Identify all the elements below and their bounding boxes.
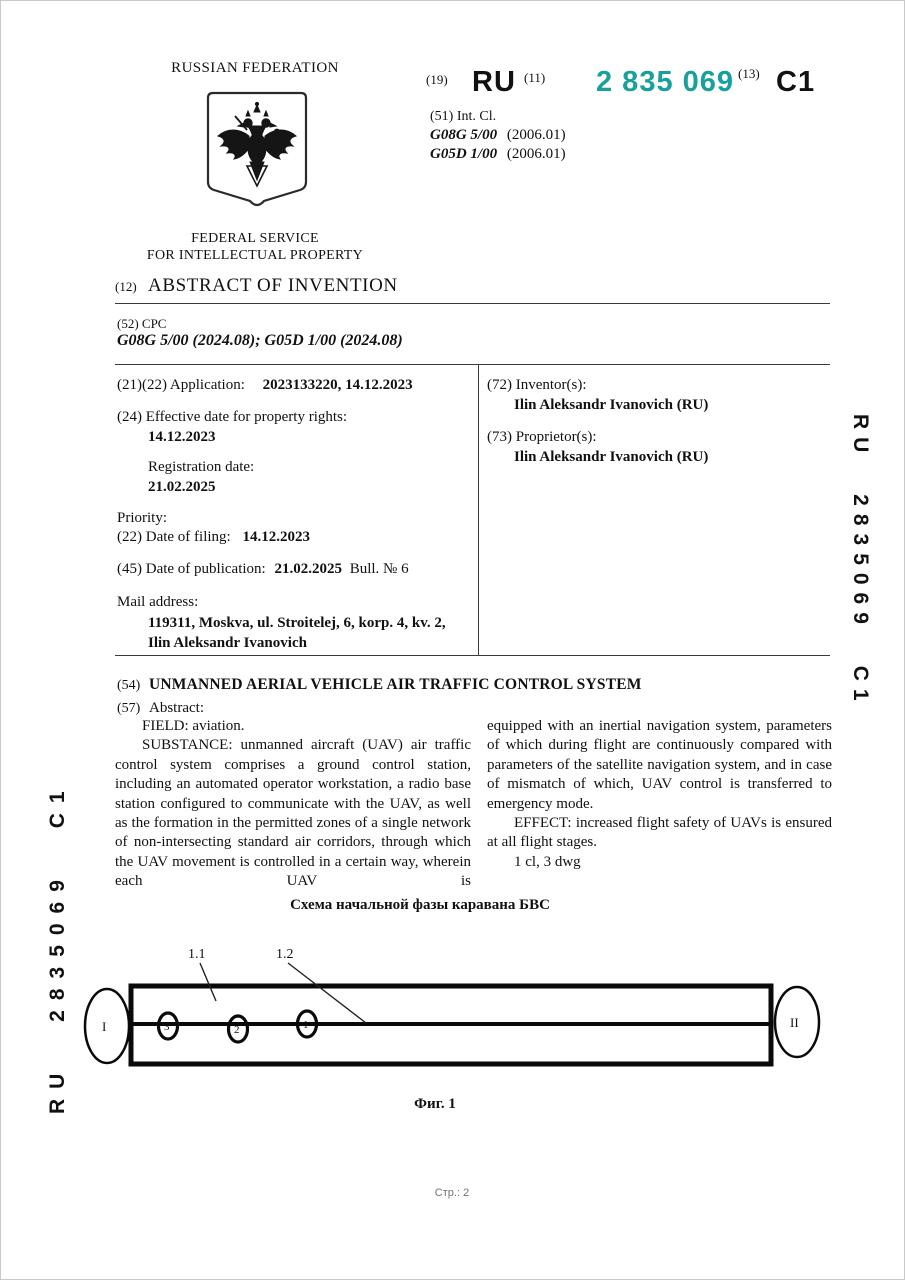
application-row (117, 377, 413, 394)
callout-1-1-label: 1.1 (188, 947, 206, 962)
filing-row (117, 529, 310, 546)
figure-number: Фиг. 1 (414, 1096, 456, 1112)
coat-of-arms-emblem (203, 90, 311, 216)
page-number: Стр.: 2 (434, 1187, 470, 1199)
application-label: (21)(22) Application: (117, 377, 245, 393)
abstract-effect-paragraph: EFFECT: increased flight safety of UAVs is ensured at all flight stages. (487, 815, 832, 851)
country-name: RUSSIAN FEDERATION (171, 60, 339, 76)
publication-label: (45) Date of publication: (117, 561, 266, 577)
node-II-label: II (790, 1015, 799, 1030)
abstract-continuation-paragraph: equipped with an inertial navigation system, parameters of which during flight are continuously compared with parameters of the satellite navigation system, and in case of mismatch of which, UAV control is transferred to emergency mode. (487, 718, 832, 812)
int-cl-label: (51) Int. Cl. (430, 109, 497, 124)
ipc-date: (2006.01) (506, 146, 566, 162)
publication-value: 21.02.2025 (274, 561, 342, 577)
figure-caption: Схема начальной фазы каравана БВС (290, 897, 550, 913)
kind-code: C1 (776, 66, 816, 98)
office-name-line2: FOR INTELLECTUAL PROPERTY (146, 248, 364, 263)
registration-date-label: Registration date: (148, 459, 255, 475)
int-cl-entry (430, 146, 566, 163)
mail-address-label: Mail address: (117, 594, 199, 610)
abstract-column-right (487, 717, 832, 872)
cpc-value: G08G 5/00 (2024.08); G05D 1/00 (2024.08) (117, 332, 403, 349)
filing-value: 14.12.2023 (242, 529, 310, 545)
divider-under-bib (115, 655, 830, 656)
uav-3-label: 3 (164, 1021, 170, 1033)
office-name-line1: FEDERAL SERVICE (191, 231, 319, 246)
ipc-code: G08G 5/00 (430, 127, 498, 143)
figure-diagram (80, 933, 825, 1083)
inventor-label: (72) Inventor(s): (487, 377, 587, 393)
inid-code-11: (11) (524, 70, 546, 85)
inid-code-57: (57) (117, 701, 141, 716)
inid-code-54: (54) (117, 678, 141, 693)
priority-label: Priority: (117, 510, 168, 526)
proprietor-value: Ilin Aleksandr Ivanovich (RU) (514, 449, 709, 465)
cpc-label: (52) CPC (117, 316, 167, 331)
registration-date-value: 21.02.2025 (148, 479, 216, 495)
bib-column-divider (478, 364, 479, 655)
ipc-date: (2006.01) (506, 127, 566, 143)
country-code: RU (472, 66, 516, 98)
filing-label: (22) Date of filing: (117, 529, 231, 545)
right-margin-publication-code: RU 2835069 C1 (849, 414, 872, 709)
divider-under-cpc (115, 364, 830, 365)
inid-code-19: (19) (426, 72, 448, 87)
double-headed-eagle (218, 102, 296, 186)
uav-corridor-diagram (80, 933, 825, 1083)
invention-title: UNMANNED AERIAL VEHICLE AIR TRAFFIC CONTROL SYSTEM (149, 676, 642, 693)
effective-date-label: (24) Effective date for property rights: (117, 409, 348, 425)
abstract-field-paragraph: FIELD: aviation. (142, 718, 245, 734)
callout-1-1-leader (200, 963, 216, 1001)
uav-1-label: 1 (303, 1019, 309, 1031)
inid-code-12: (12) (115, 279, 137, 294)
divider-under-doc-type (115, 303, 830, 304)
callout-1-2-label: 1.2 (276, 947, 294, 962)
application-value: 2023133220, 14.12.2023 (262, 377, 413, 393)
node-I-ellipse (85, 989, 129, 1063)
inventor-value: Ilin Aleksandr Ivanovich (RU) (514, 397, 709, 413)
abstract-claims-drawings: 1 cl, 3 dwg (514, 853, 581, 870)
proprietor-label: (73) Proprietor(s): (487, 429, 597, 445)
abstract-label: Abstract: (149, 700, 204, 716)
uav-2-label: 2 (234, 1024, 240, 1036)
inid-code-13: (13) (738, 66, 760, 81)
node-I-label: I (102, 1019, 107, 1034)
document-type-title: ABSTRACT OF INVENTION (148, 275, 398, 296)
abstract-column-left (115, 717, 471, 892)
int-cl-entry (430, 127, 566, 144)
effective-date-value: 14.12.2023 (148, 429, 216, 445)
publication-row (117, 561, 409, 578)
abstract-substance-paragraph: SUBSTANCE: unmanned aircraft (UAV) air traffic control system comprises a ground control station, including an automated operator workstation, a radio base station configured to communicate with the UAV, as well as the formation in the permitted zones of a single network of non-intersecting standard air corridors, through which the UAV movement is controlled in a certain way, wherein each UAV is (115, 737, 471, 890)
publication-number: 2 835 069 (596, 66, 735, 98)
russian-double-headed-eagle-icon (203, 90, 311, 216)
publication-bulletin: Bull. № 6 (349, 561, 409, 577)
left-margin-publication-code: RU 2835069 C1 (46, 781, 69, 1114)
mail-address-value: 119311, Moskva, ul. Stroitelej, 6, korp. 4, kv. 2, Ilin Aleksandr Ivanovich (148, 615, 446, 651)
ipc-code: G05D 1/00 (430, 146, 498, 162)
